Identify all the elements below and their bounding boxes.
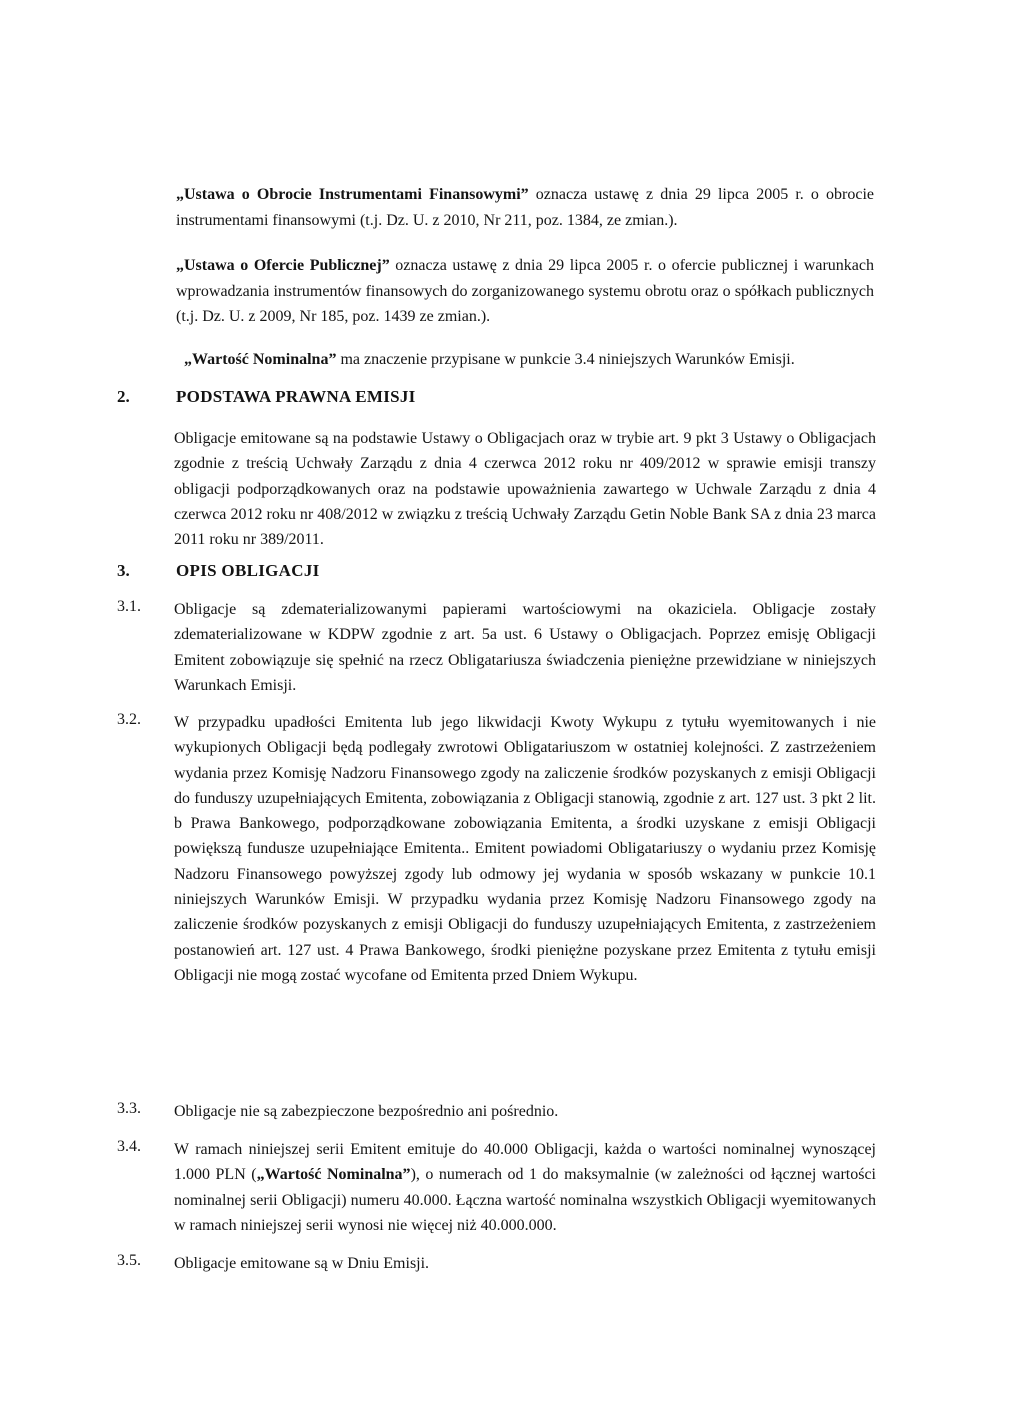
item-3-4-text-after: ), o numerach od 1 do maksymalnie (w zależności od łącznej wartości nominalnej serii Obligacji) numeru 40.000. Łączna wartość nominalna wszystkich Obligacji wyemitowanych w ramach niniejszej serii wynosi nie więcej niż 40.000.000.	[174, 1166, 876, 1234]
item-3-1-text: Obligacje są zdematerializowanymi papierami wartościowymi na okaziciela. Obligacje zostały zdematerializowane w KDPW zgodnie z art. 5a ust. 6 Ustawy o Obligacjach. Poprzez emisję Obligacji Emitent zobowiązuje się spełnić na rzecz Obligatariusza świadczenia pieniężne przewidziane w niniejszych Warunkach Emisji.	[174, 601, 876, 694]
item-3-3-text: Obligacje nie są zabezpieczone bezpośrednio ani pośrednio.	[174, 1103, 559, 1120]
item-3-5-text: Obligacje emitowane są w Dniu Emisji.	[174, 1255, 430, 1272]
section-2-title: PODSTAWA PRAWNA EMISJI	[176, 387, 416, 406]
item-3-4-number: 3.4.	[117, 1138, 141, 1155]
item-3-4-text	[174, 1137, 876, 1238]
item-3-2-number: 3.2.	[117, 711, 141, 728]
definition-text: oznacza ustawę z dnia 29 lipca 2005 r. o obrocie instrumentami finansowymi (t.j. Dz. U. z 2010, Nr 211, poz. 1384, ze zmian.).	[176, 186, 874, 229]
definition-text: oznacza ustawę z dnia 29 lipca 2005 r. o ofercie publicznej i warunkach wprowadzania instrumentów finansowych do zorganizowanego systemu obrotu oraz o spółkach publicznych (t.j. Dz. U. z 2009, Nr 185, poz. 1439 ze zmian.).	[176, 257, 874, 325]
section-3-title: OPIS OBLIGACJI	[176, 561, 320, 580]
definition-term: „Wartość Nominalna”	[184, 351, 337, 368]
item-3-4-term: „Wartość Nominalna”	[256, 1166, 411, 1184]
section-3-number: 3.	[117, 561, 130, 580]
definition-ustawa-o-obrocie	[176, 182, 874, 233]
item-3-4-text-before: W ramach niniejszej serii Emitent emituje do 40.000 Obligacji, każda o wartości nominalnej wynoszącej 1.000 PLN (	[174, 1141, 876, 1184]
item-3-2-text: W przypadku upadłości Emitenta lub jego likwidacji Kwoty Wykupu z tytułu wyemitowanych i nie wykupionych Obligacji będą podlegały zwrotowi Obligatariuszom w ostatniej kolejności. Z zastrzeżeniem wydania przez Komisję Nadzoru Finansowego zgody na zaliczenie środków pozyskanych z emisji Obligacji do funduszy uzupełniających Emitenta, zobowiązania z Obligacji stanowią, zgodnie z art. 127 ust. 3 pkt 2 lit. b Prawa Bankowego, podporządkowane zobowiązania Emitenta, a środki uzyskane z emisji Obligacji powiększą fundusze uzupełniające Emitenta.. Emitent powiadomi Obligatariuszy o wydaniu przez Komisję Nadzoru Finansowego powyższej zgody lub odmowy jej wydania w sposób wskazany w punkcie 10.1 niniejszych Warunków Emisji. W przypadku wydania przez Komisję Nadzoru Finansowego zgody na zaliczenie środków pozyskanych z emisji Obligacji do funduszy uzupełniających Emitenta, z zastrzeżeniem postanowień art. 127 ust. 4 Prawa Bankowego, środki pieniężne pozyskane przez Emitenta z tytułu emisji Obligacji nie mogą zostać wycofane od Emitenta przed Dniem Wykupu.	[174, 714, 876, 984]
section-2-number: 2.	[117, 387, 130, 406]
section-2-text: Obligacje emitowane są na podstawie Ustawy o Obligacjach oraz w trybie art. 9 pkt 3 Ustawy o Obligacjach zgodnie z treścią Uchwały Zarządu z dnia 4 czerwca 2012 roku nr 409/2012 w sprawie emisji transzy obligacji podporządkowanych oraz na podstawie upoważnienia zawartego w Uchwale Zarządu z dnia 4 czerwca 2012 roku nr 408/2012 w związku z treścią Uchwały Zarządu Getin Noble Bank SA z dnia 23 marca 2011 roku nr 389/2011.	[174, 430, 876, 549]
item-3-5-number: 3.5.	[117, 1252, 141, 1269]
definition-ustawa-o-ofercie	[176, 253, 874, 330]
definition-term: „Ustawa o Ofercie Publicznej”	[176, 257, 390, 274]
definition-text: ma znaczenie przypisane w punkcie 3.4 niniejszych Warunków Emisji.	[336, 351, 795, 368]
item-3-3-number: 3.3.	[117, 1100, 141, 1117]
definition-term: „Ustawa o Obrocie Instrumentami Finansowymi”	[176, 186, 529, 203]
item-3-1-number: 3.1.	[117, 598, 141, 615]
definition-wartosc-nominalna	[184, 347, 874, 373]
